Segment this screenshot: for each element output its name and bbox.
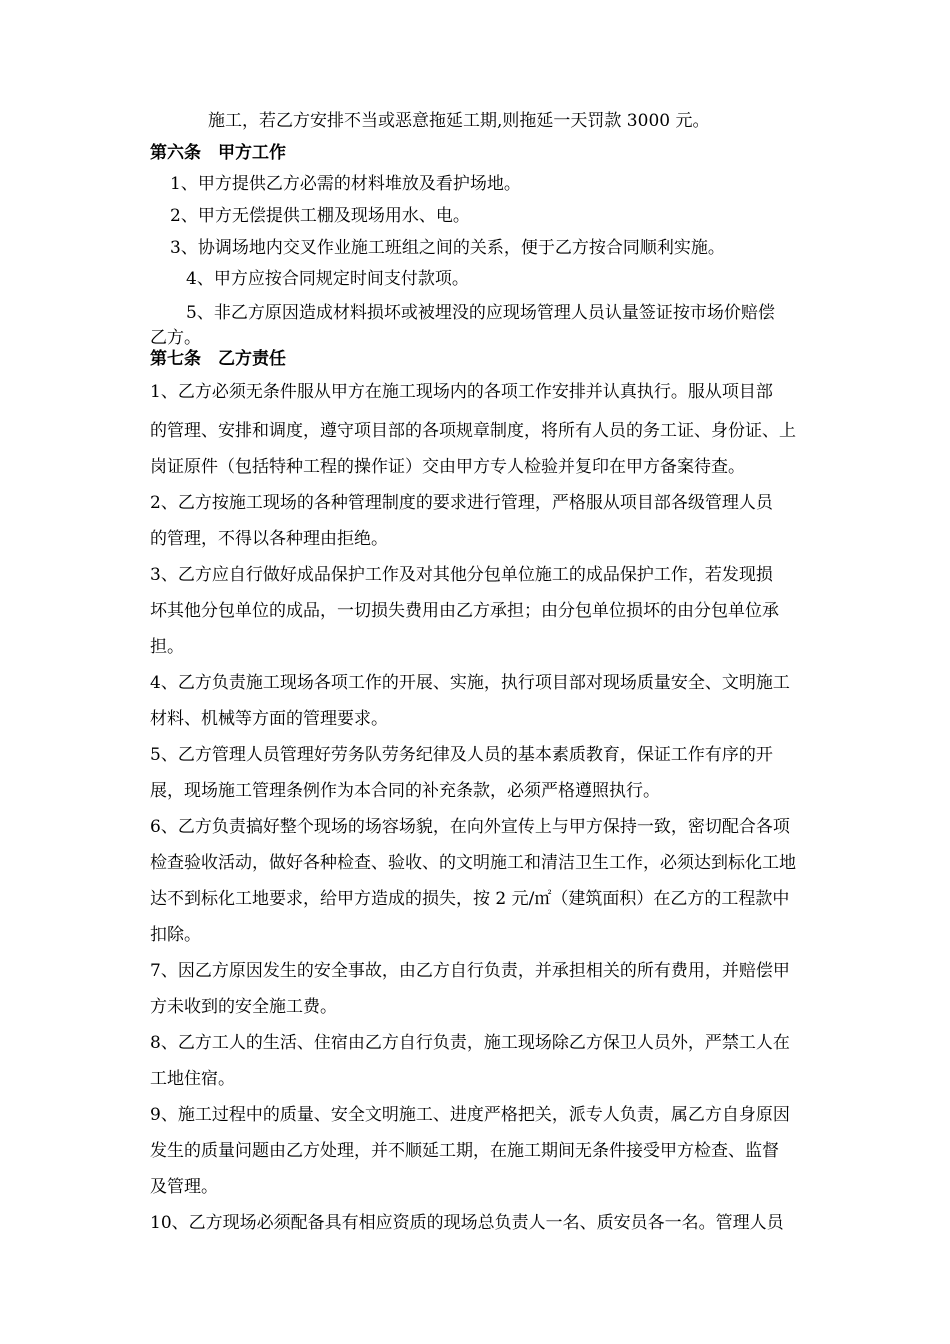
article-7-line: 方未收到的安全施工费。 bbox=[150, 997, 337, 1017]
article-7-line: 展，现场施工管理条例作为本合同的补充条款，必须严格遵照执行。 bbox=[150, 781, 660, 801]
article-6-item-2: 2、甲方无偿提供工棚及现场用水、电。 bbox=[170, 206, 470, 226]
article-7-line: 2、乙方按施工现场的各种管理制度的要求进行管理，严格服从项目部各级管理人员 bbox=[150, 493, 773, 513]
article-7-line: 检查验收活动，做好各种检查、验收、的文明施工和清洁卫生工作，必须达到标化工地 bbox=[150, 853, 796, 873]
article-7-line: 10、乙方现场必须配备具有相应资质的现场总负责人一名、质安员各一名。管理人员 bbox=[150, 1213, 784, 1233]
article-7-title: 第七条 乙方责任 bbox=[150, 349, 286, 369]
article-6-title: 第六条 甲方工作 bbox=[150, 143, 286, 163]
article-7-line: 及管理。 bbox=[150, 1177, 218, 1197]
article-7-line: 发生的质量问题由乙方处理，并不顺延工期，在施工期间无条件接受甲方检查、监督 bbox=[150, 1141, 779, 1161]
article-7-line: 6、乙方负责搞好整个现场的场容场貌，在向外宣传上与甲方保持一致，密切配合各项 bbox=[150, 817, 790, 837]
article-7-line: 工地住宿。 bbox=[150, 1069, 235, 1089]
article-6-item-1: 1、甲方提供乙方必需的材料堆放及看护场地。 bbox=[170, 174, 521, 194]
article-7-line: 8、乙方工人的生活、住宿由乙方自行负责，施工现场除乙方保卫人员外，严禁工人在 bbox=[150, 1033, 790, 1053]
article-7-line: 3、乙方应自行做好成品保护工作及对其他分包单位施工的成品保护工作，若发现损 bbox=[150, 565, 773, 585]
article-7-line: 4、乙方负责施工现场各项工作的开展、实施，执行项目部对现场质量安全、文明施工 bbox=[150, 673, 790, 693]
article-7-line: 达不到标化工地要求，给甲方造成的损失，按 2 元/㎡（建筑面积）在乙方的工程款中 bbox=[150, 889, 790, 909]
article-7-line: 7、因乙方原因发生的安全事故，由乙方自行负责，并承担相关的所有费用，并赔偿甲 bbox=[150, 961, 790, 981]
article-7-line: 材料、机械等方面的管理要求。 bbox=[150, 709, 388, 729]
article-7-line: 的管理，不得以各种理由拒绝。 bbox=[150, 529, 388, 549]
article-6-item-5-cont: 乙方。 bbox=[150, 328, 201, 348]
article-7-line: 扣除。 bbox=[150, 925, 201, 945]
article-7-line: 坏其他分包单位的成品，一切损失费用由乙方承担；由分包单位损坏的由分包单位承 bbox=[150, 601, 779, 621]
article-6-item-4: 4、甲方应按合同规定时间支付款项。 bbox=[186, 269, 469, 289]
article-7-line: 的管理、安排和调度，遵守项目部的各项规章制度，将所有人员的务工证、身份证、上 bbox=[150, 421, 796, 441]
article-6-item-5: 5、非乙方原因造成材料损坏或被埋没的应现场管理人员认量签证按市场价赔偿 bbox=[186, 303, 775, 323]
continued-line: 施工，若乙方安排不当或恶意拖延工期,则拖延一天罚款 3000 元。 bbox=[208, 111, 710, 131]
article-7-line: 9、施工过程中的质量、安全文明施工、进度严格把关，派专人负责，属乙方自身原因 bbox=[150, 1105, 790, 1125]
article-6-item-3: 3、协调场地内交叉作业施工班组之间的关系，便于乙方按合同顺利实施。 bbox=[170, 238, 725, 258]
article-7-line: 担。 bbox=[150, 637, 184, 657]
article-7-line: 1、乙方必须无条件服从甲方在施工现场内的各项工作安排并认真执行。服从项目部 bbox=[150, 382, 773, 402]
article-7-line: 5、乙方管理人员管理好劳务队劳务纪律及人员的基本素质教育，保证工作有序的开 bbox=[150, 745, 773, 765]
article-7-line: 岗证原件（包括特种工程的操作证）交由甲方专人检验并复印在甲方备案待查。 bbox=[150, 457, 745, 477]
